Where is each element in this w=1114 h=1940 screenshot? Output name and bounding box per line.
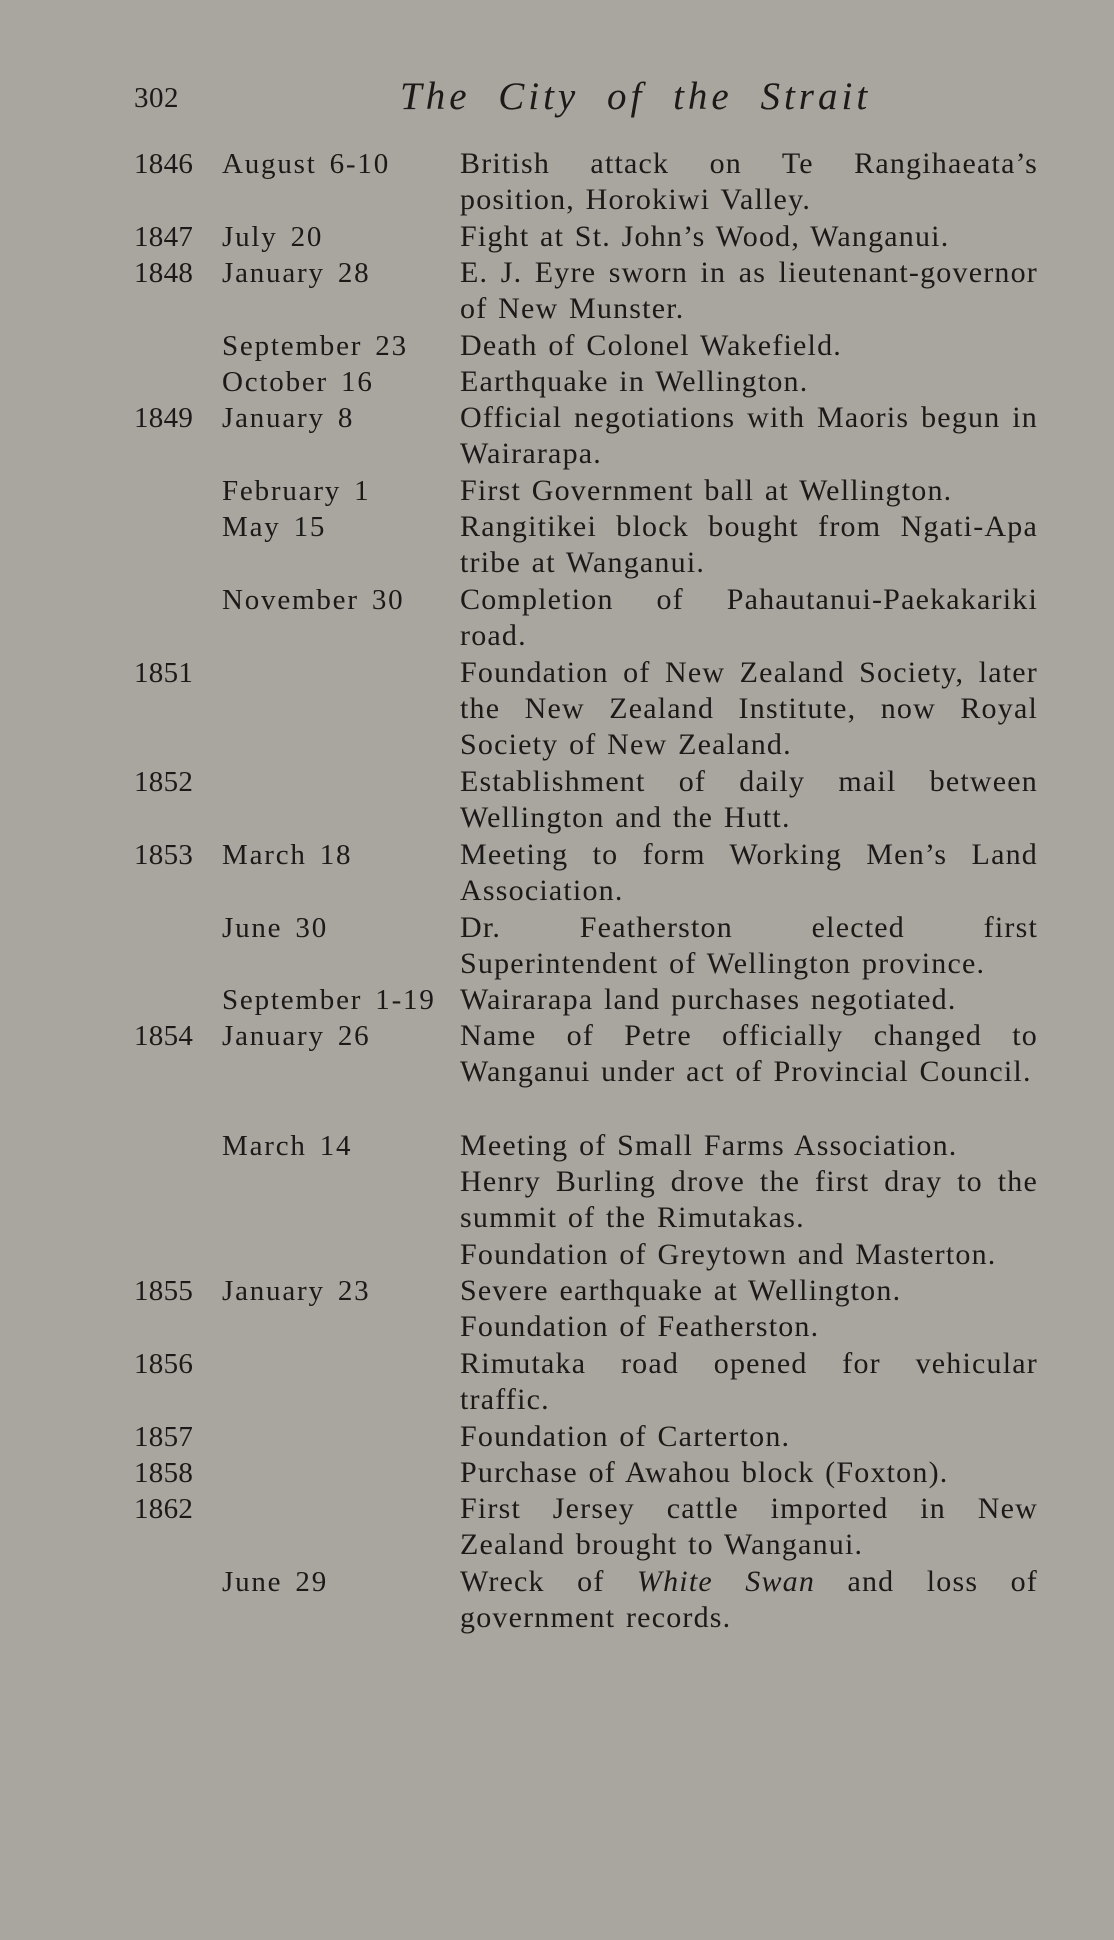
entry-event: Establishment of daily mail between Wellington and the Hutt. — [460, 765, 1038, 835]
entry-event: Foundation of Carterton. — [460, 1420, 791, 1453]
entry-date: July 20 — [222, 221, 324, 253]
entry-event: Completion of Pahautanui-Paekakariki road. — [460, 583, 1038, 653]
entry-event: Rimutaka road opened for vehicular traffic. — [460, 1347, 1038, 1417]
entry-date: January 8 — [222, 402, 355, 434]
entry-year: 1853 — [134, 839, 194, 871]
entry-date: November 30 — [222, 584, 405, 616]
entry-event: Severe earthquake at Wellington. — [460, 1274, 902, 1307]
entry-year: 1849 — [134, 402, 194, 434]
entry-event: E. J. Eyre sworn in as lieutenant-governor of New Munster. — [460, 256, 1038, 326]
entry-event: Official negotiations with Maoris begun in Wairarapa. — [460, 401, 1038, 471]
entry-event: Earthquake in Wellington. — [460, 365, 809, 398]
entry-event: Henry Burling drove the first dray to the summit of the Rimutakas. — [460, 1165, 1038, 1235]
entry-event: Name of Petre officially changed to Wanganui under act of Provincial Council. — [460, 1019, 1038, 1089]
entry-event: British attack on Te Rangihaeata’s position, Horokiwi Valley. — [460, 147, 1038, 217]
entry-date: February 1 — [222, 475, 371, 507]
page-number: 302 — [134, 82, 179, 114]
entry-event-text: and loss of government records. — [460, 1565, 1038, 1635]
entry-date: March 14 — [222, 1130, 353, 1162]
entry-year: 1847 — [134, 221, 194, 253]
entry-date: January 26 — [222, 1020, 371, 1052]
entry-date: January 23 — [222, 1275, 371, 1307]
entry-date: September 1-19 — [222, 984, 436, 1016]
entry-event: Foundation of Greytown and Masterton. — [460, 1238, 997, 1271]
entry-year: 1848 — [134, 257, 194, 289]
entry-event: First Government ball at Wellington. — [460, 474, 953, 507]
entry-year: 1862 — [134, 1493, 194, 1525]
entry-date: June 30 — [222, 912, 329, 944]
running-head: The City of the Strait — [400, 75, 872, 118]
entry-year: 1846 — [134, 148, 194, 180]
entry-event: Foundation of Featherston. — [460, 1310, 820, 1343]
entry-date: May 15 — [222, 511, 327, 543]
entry-year: 1851 — [134, 657, 194, 689]
entry-event: Rangitikei block bought from Ngati-Apa tribe at Wanganui. — [460, 510, 1038, 580]
entry-year: 1857 — [134, 1421, 194, 1453]
entry-date: March 18 — [222, 839, 353, 871]
entry-event-text: Wreck of — [460, 1565, 637, 1598]
entry-event: Foundation of New Zealand Society, later the New Zealand Institute, now Royal Society of New Zealand. — [460, 656, 1038, 762]
ship-name: White Swan — [636, 1565, 816, 1598]
entry-event: First Jersey cattle imported in New Zealand brought to Wanganui. — [460, 1492, 1038, 1562]
entry-date: September 23 — [222, 330, 408, 362]
entry-year: 1858 — [134, 1457, 194, 1489]
entry-date: January 28 — [222, 257, 371, 289]
entry-year: 1856 — [134, 1348, 194, 1380]
entry-date: October 16 — [222, 366, 374, 398]
entry-date: August 6-10 — [222, 148, 390, 180]
entry-event: Purchase of Awahou block (Foxton). — [460, 1456, 949, 1489]
entry-event: Wairarapa land purchases negotiated. — [460, 983, 957, 1016]
entry-year: 1855 — [134, 1275, 194, 1307]
entry-event: Dr. Featherston elected first Superintendent of Wellington province. — [460, 911, 1038, 981]
entry-event: Fight at St. John’s Wood, Wanganui. — [460, 220, 950, 253]
entry-event: Death of Colonel Wakefield. — [460, 329, 842, 362]
entry-year: 1852 — [134, 766, 194, 798]
entry-date: June 29 — [222, 1566, 329, 1598]
entry-event: Meeting to form Working Men’s Land Association. — [460, 838, 1038, 908]
entry-year: 1854 — [134, 1020, 194, 1052]
entry-event — [460, 1564, 1038, 1636]
entry-event: Meeting of Small Farms Association. — [460, 1129, 958, 1162]
